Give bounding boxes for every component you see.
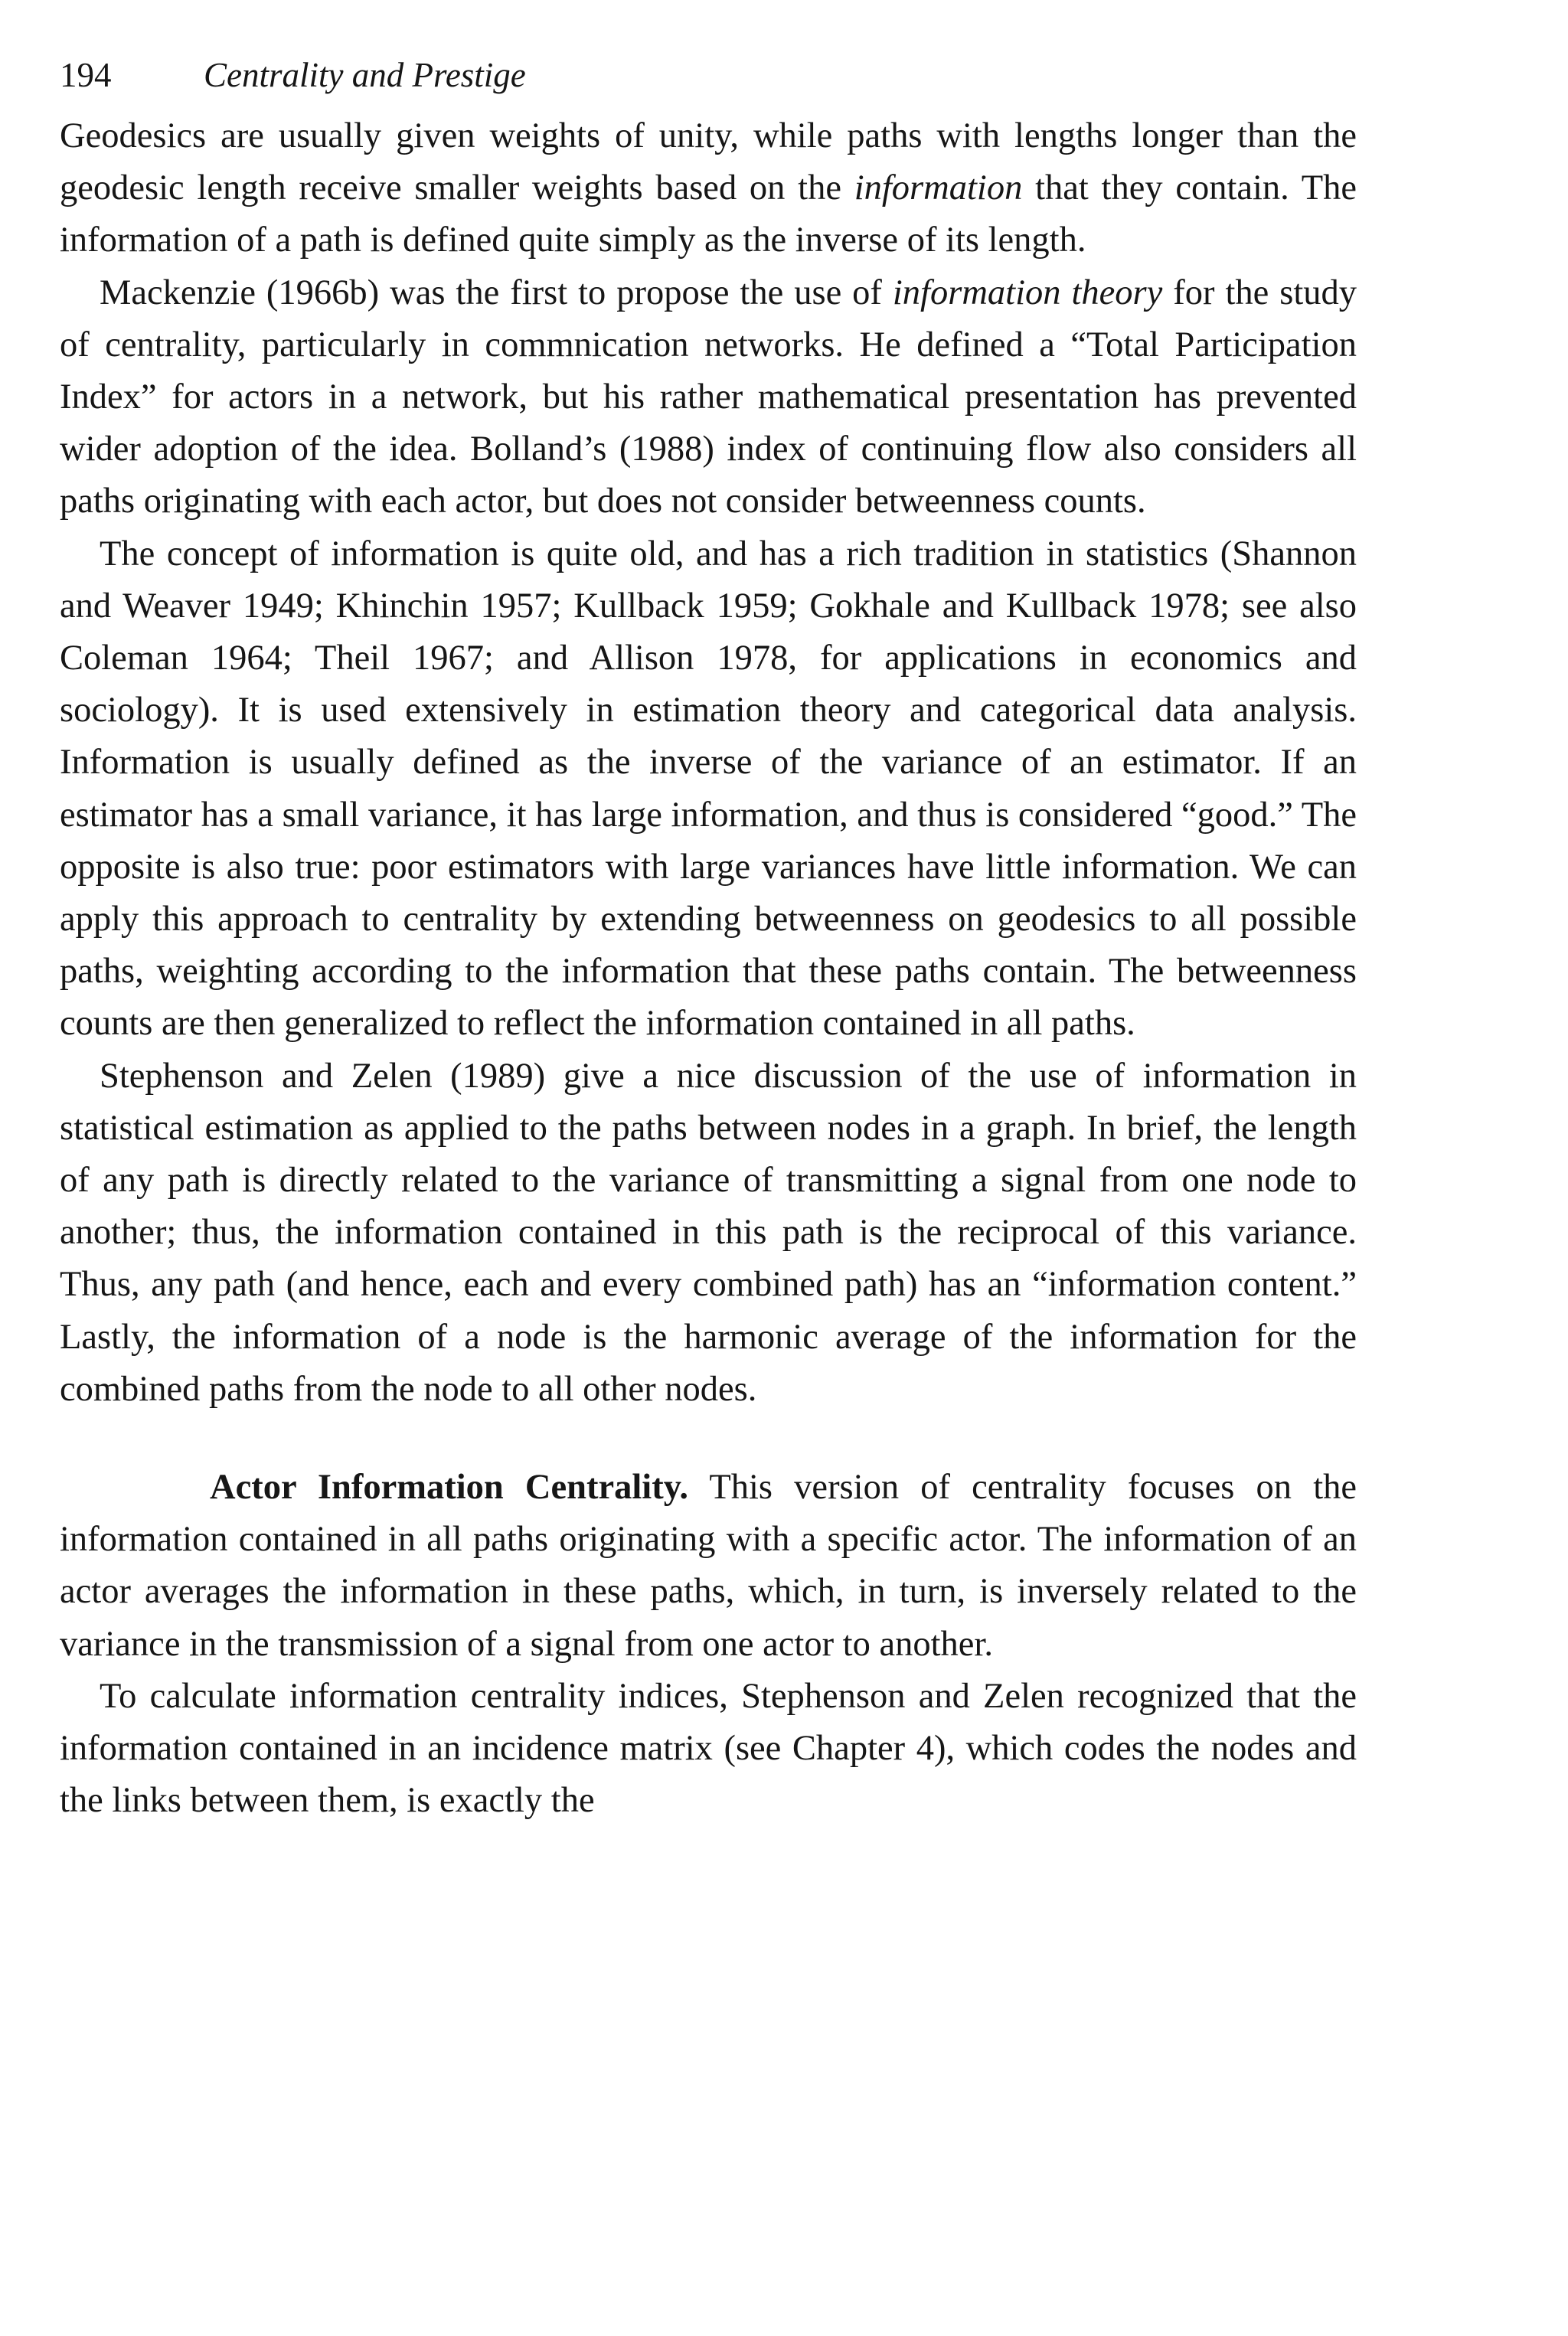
emphasis-information: information bbox=[854, 168, 1023, 208]
paragraph-geodesic-weights bbox=[60, 110, 1357, 267]
running-head-title: Centrality and Prestige bbox=[204, 56, 526, 94]
paragraph-actor-information-centrality bbox=[60, 1462, 1357, 1671]
book-page bbox=[60, 54, 1357, 1828]
paragraph-text: This version of centrality focuses on the information contained in all paths originating with a specific actor. The information of an actor averages the information in these paths, which, in turn, is inversely related to the variance in the transmission of a signal from one actor to another. bbox=[60, 1468, 1357, 1664]
paragraph-mackenzie bbox=[60, 267, 1357, 528]
paragraph-text: for the study of centrality, particularly in commnication networks. He defined a “Total Participation Index” for actors in a network, but his rather mathematical presentation has prevented wider adoption of the idea. Bolland’s (1988) index of continuing flow also considers all paths originating with each actor, but does not consider betweenness counts. bbox=[60, 273, 1357, 521]
paragraph-text: Geodesics are usually given weights of unity, while paths with lengths longer than the geodesic length receive smaller weights based on the bbox=[60, 116, 1357, 208]
page-number: 194 bbox=[60, 56, 112, 94]
emphasis-information-theory: information theory bbox=[892, 273, 1163, 312]
run-in-heading: Actor Information Centrality. bbox=[210, 1468, 689, 1508]
paragraph-text: Mackenzie (1966b) was the first to propose the use of bbox=[100, 273, 893, 312]
running-head bbox=[60, 54, 1357, 96]
paragraph-concept-of-information: The concept of information is quite old, and has a rich tradition in statistics (Shannon and Weaver 1949; Khinchin 1957; Kullback 1959; Gokhale and Kullback 1978; see also Coleman 1964; Theil 1967; and Allison 1978, for applications in economics and sociology). It is used extensively in estimation theory and categorical data analysis. Information is usually defined as the inverse of the variance of an estimator. If an estimator has a small variance, it has large information, and thus is considered “good.” The opposite is also true: poor estimators with large variances have little information. We can apply this approach to centrality by extending betweenness on geodesics to all possible paths, weighting according to the information that these paths contain. The betweenness counts are then generalized to reflect the information contained in all paths. bbox=[60, 534, 1357, 1044]
section-gap bbox=[60, 1416, 1357, 1462]
paragraph-stephenson-zelen: Stephenson and Zelen (1989) give a nice discussion of the use of information in statistical estimation as applied to the paths between nodes in a graph. In brief, the length of any path is directly related to the variance of transmitting a signal from one node to another; thus, the information contained in this path is the reciprocal of this variance. Thus, any path (and hence, each and every combined path) has an “information content.” Lastly, the information of a node is the harmonic average of the information for the combined paths from the node to all other nodes. bbox=[60, 1056, 1357, 1409]
paragraph-calculation: To calculate information centrality indices, Stephenson and Zelen recognized that the information contained in an incidence matrix (see Chapter 4), which codes the nodes and the links between them, is exactly the bbox=[60, 1676, 1357, 1821]
paragraph-text: that they contain. The information of a path is defined quite simply as the inverse of its length. bbox=[60, 168, 1357, 260]
